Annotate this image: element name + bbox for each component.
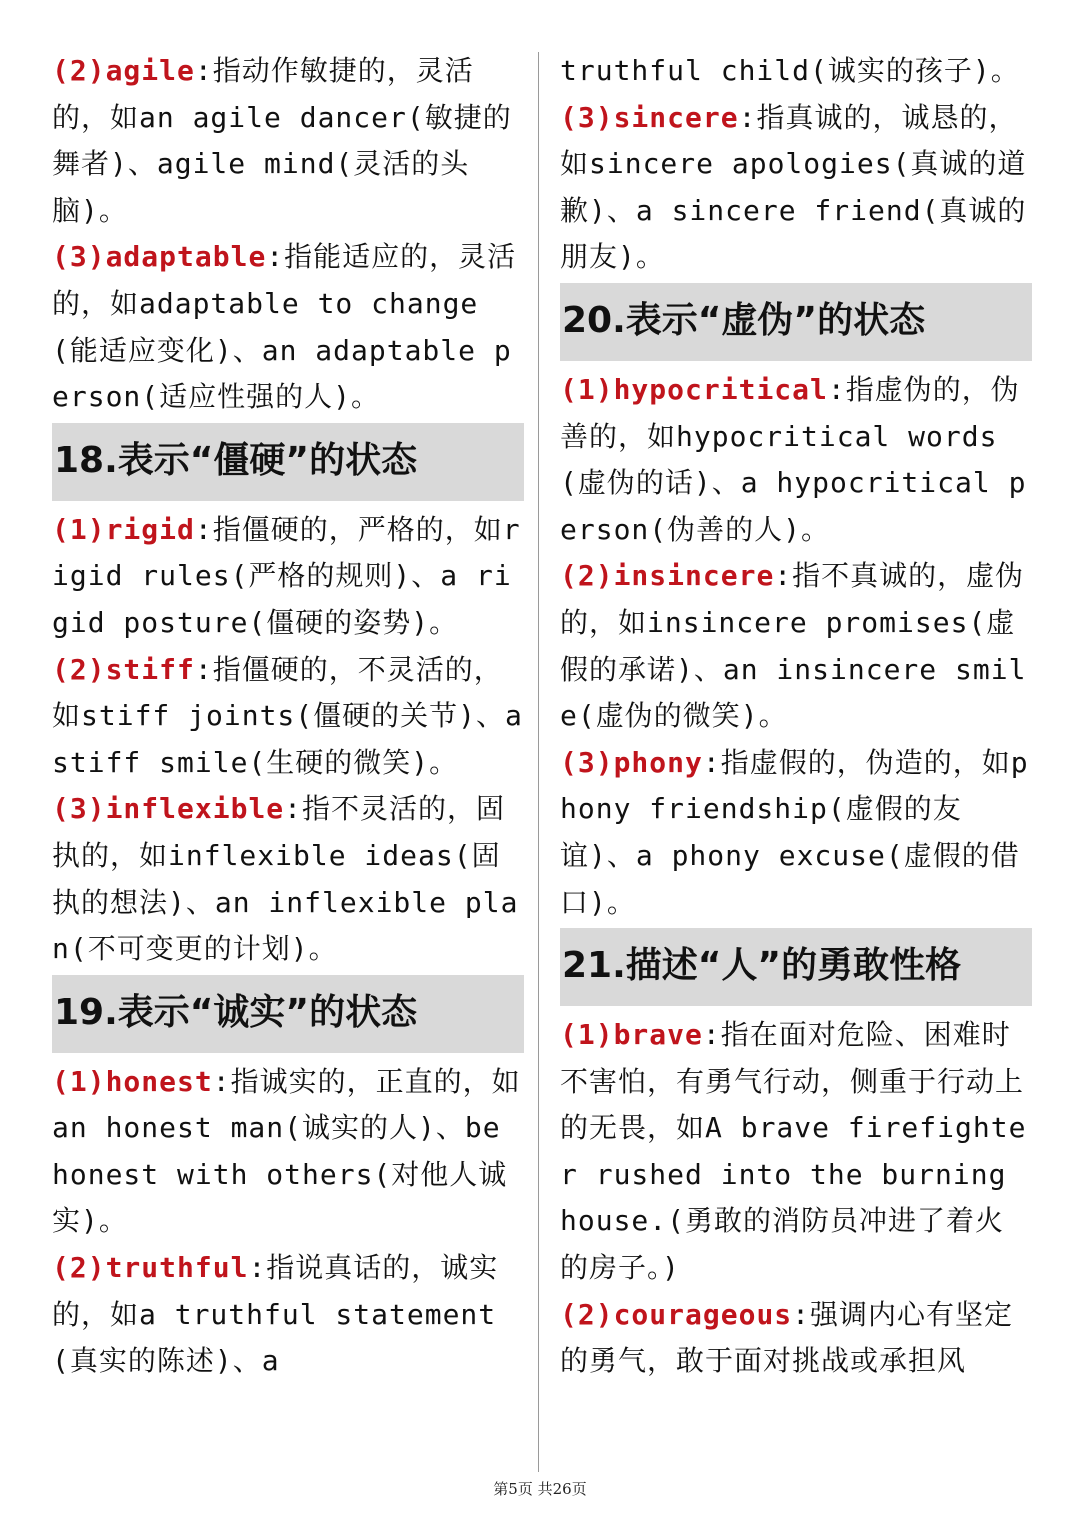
term-word: phony (613, 745, 703, 779)
term-word: hypocritical (613, 372, 828, 406)
entry-number: (3) (560, 745, 614, 779)
term-word: insincere (613, 559, 775, 593)
entry-honest (52, 1059, 524, 1245)
section-heading-21: 21.描述“人”的勇敢性格 (560, 928, 1032, 1006)
entry-definition: :指不真诚的，虚伪的，如insincere promises(虚假的承诺)、an insincere smile(虚伪的微笑)。 (560, 559, 1027, 733)
entry-definition: :指能适应的，灵活的，如adaptable to change(能适应变化)、an adaptable person(适应性强的人)。 (52, 240, 517, 414)
entry-definition: :指说真话的，诚实的，如a truthful statement(真实的陈述)、a (52, 1251, 499, 1378)
entry-definition: :指僵硬的，严格的，如rigid rules(严格的规则)、a rigid posture(僵硬的姿势)。 (52, 512, 521, 639)
entry-number: (1) (560, 372, 614, 406)
entry-adaptable (52, 234, 524, 420)
entry-number: (3) (52, 792, 106, 826)
entry-insincere (560, 553, 1032, 739)
term-word: inflexible (105, 792, 285, 826)
left-column (52, 48, 524, 1385)
entry-definition: :指真诚的，诚恳的，如sincere apologies(真诚的道歉)、a sincere friend(真诚的朋友)。 (560, 100, 1027, 274)
term-word: adaptable (105, 240, 267, 274)
entry-number: (2) (52, 1251, 106, 1285)
entry-number: (2) (560, 1297, 614, 1331)
entry-definition: :指虚假的，伪造的，如phony friendship(虚假的友谊)、a phony excuse(虚假的借口)。 (560, 745, 1029, 919)
term-word: honest (105, 1064, 213, 1098)
entry-brave (560, 1012, 1032, 1292)
entry-definition: :强调内心有坚定的勇气，敢于面对挑战或承担风 (560, 1297, 1014, 1378)
term-word: agile (105, 54, 195, 87)
term-word: brave (613, 1018, 703, 1052)
term-word: courageous (613, 1297, 793, 1331)
entry-definition: truthful child(诚实的孩子)。 (560, 54, 1020, 87)
entry-definition: :指不灵活的，固执的，如inflexible ideas(固执的想法)、an inflexible plan(不可变更的计划)。 (52, 792, 519, 966)
entry-stiff (52, 647, 524, 787)
term-word: truthful (105, 1251, 249, 1285)
section-heading-20: 20.表示“虚伪”的状态 (560, 283, 1032, 361)
entry-hypocritical (560, 367, 1032, 553)
entry-phony (560, 740, 1032, 926)
entry-definition: :指诚实的，正直的，如an honest man(诚实的人)、be honest with others(对他人诚实)。 (52, 1064, 521, 1238)
entry-definition: :指虚伪的，伪善的，如hypocritical words(虚伪的话)、a hypocritical person(伪善的人)。 (560, 372, 1027, 546)
entry-number: (1) (52, 512, 106, 546)
section-heading-19: 19.表示“诚实”的状态 (52, 975, 524, 1053)
entry-definition: :指动作敏捷的，灵活的，如an agile dancer(敏捷的舞者)、agile mind(灵活的头脑)。 (52, 54, 512, 227)
entry-number: (2) (560, 559, 614, 593)
entry-number: (3) (560, 100, 614, 134)
entry-number: (2) (52, 54, 106, 87)
entry-sincere (560, 95, 1032, 281)
right-column (560, 48, 1032, 1385)
entry-number: (1) (52, 1064, 106, 1098)
entry-definition: :指僵硬的，不灵活的，如stiff joints(僵硬的关节)、a stiff smile(生硬的微笑)。 (52, 652, 523, 779)
term-word: sincere (613, 100, 739, 134)
entry-truthful-continued (560, 48, 1032, 95)
entry-courageous (560, 1292, 1032, 1385)
entry-agile (52, 48, 524, 234)
entry-number: (1) (560, 1018, 614, 1052)
entry-truthful (52, 1245, 524, 1385)
section-heading-18: 18.表示“僵硬”的状态 (52, 423, 524, 501)
entry-number: (2) (52, 652, 106, 686)
entry-number: (3) (52, 240, 106, 274)
entry-inflexible (52, 786, 524, 972)
column-divider (538, 52, 539, 1472)
page-number-footer: 第5页 共26页 (493, 1480, 587, 1498)
entry-definition: :指在面对危险、困难时不害怕，有勇气行动，侧重于行动上的无畏，如A brave firefighter rushed into the burning house.(勇敢的消防员冲进了着火的房子。) (560, 1018, 1027, 1285)
term-word: rigid (105, 512, 195, 546)
term-word: stiff (105, 652, 195, 686)
entry-rigid (52, 507, 524, 647)
